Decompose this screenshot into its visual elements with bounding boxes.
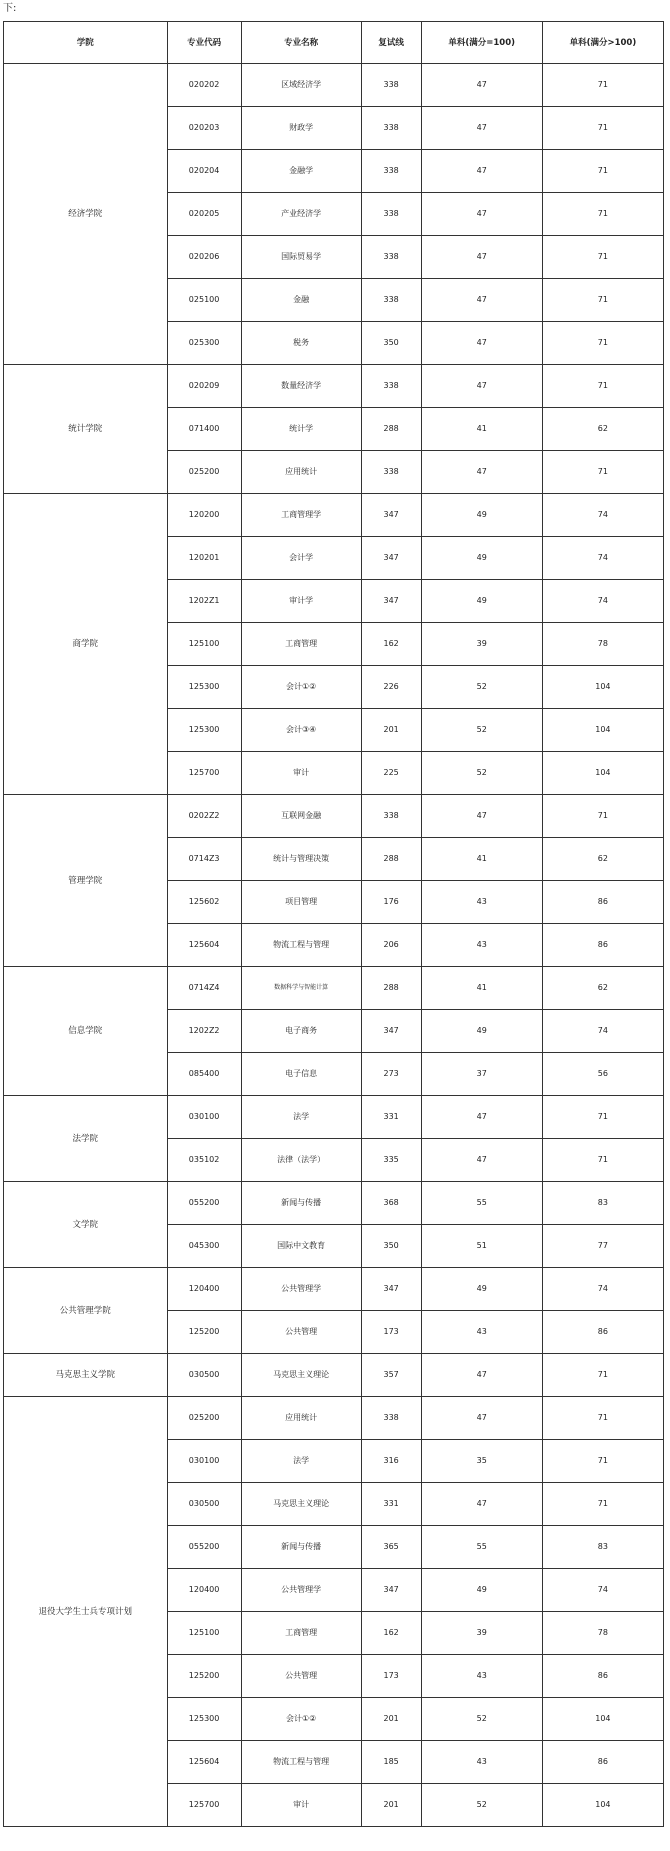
retest-line-cell: 185	[361, 1741, 421, 1784]
single-100-cell: 52	[421, 1698, 542, 1741]
retest-line-cell: 347	[361, 1569, 421, 1612]
major-name-cell: 工商管理	[241, 623, 361, 666]
single-100-cell: 55	[421, 1526, 542, 1569]
major-code-cell: 0202Z2	[167, 795, 241, 838]
retest-line-cell: 201	[361, 709, 421, 752]
single-over-100-cell: 74	[542, 580, 663, 623]
single-over-100-cell: 62	[542, 408, 663, 451]
table-header-row	[4, 22, 664, 64]
major-name-cell: 新闻与传播	[241, 1526, 361, 1569]
college-cell: 信息学院	[4, 967, 168, 1096]
retest-line-cell: 176	[361, 881, 421, 924]
table-row	[4, 795, 664, 838]
major-name-cell: 公共管理学	[241, 1268, 361, 1311]
header-single-100: 单科(满分=100)	[421, 22, 542, 64]
single-over-100-cell: 71	[542, 64, 663, 107]
single-100-cell: 47	[421, 1096, 542, 1139]
major-code-cell: 020206	[167, 236, 241, 279]
major-name-cell: 审计	[241, 1784, 361, 1827]
retest-line-cell: 316	[361, 1440, 421, 1483]
major-code-cell: 025200	[167, 451, 241, 494]
major-code-cell: 020205	[167, 193, 241, 236]
major-name-cell: 公共管理	[241, 1655, 361, 1698]
single-100-cell: 47	[421, 322, 542, 365]
major-code-cell: 030100	[167, 1096, 241, 1139]
retest-line-cell: 338	[361, 193, 421, 236]
major-name-cell: 统计与管理决策	[241, 838, 361, 881]
single-over-100-cell: 71	[542, 1354, 663, 1397]
major-name-cell: 项目管理	[241, 881, 361, 924]
major-code-cell: 085400	[167, 1053, 241, 1096]
single-over-100-cell: 86	[542, 1655, 663, 1698]
single-over-100-cell: 71	[542, 193, 663, 236]
single-100-cell: 43	[421, 1311, 542, 1354]
college-cell: 统计学院	[4, 365, 168, 494]
major-name-cell: 金融	[241, 279, 361, 322]
single-over-100-cell: 71	[542, 1483, 663, 1526]
single-over-100-cell: 86	[542, 924, 663, 967]
single-over-100-cell: 71	[542, 236, 663, 279]
major-code-cell: 125300	[167, 666, 241, 709]
table-body	[4, 64, 664, 1827]
major-code-cell: 020202	[167, 64, 241, 107]
major-code-cell: 030500	[167, 1483, 241, 1526]
single-100-cell: 39	[421, 623, 542, 666]
retest-line-cell: 331	[361, 1483, 421, 1526]
single-over-100-cell: 74	[542, 1268, 663, 1311]
college-cell: 商学院	[4, 494, 168, 795]
college-cell: 公共管理学院	[4, 1268, 168, 1354]
single-over-100-cell: 83	[542, 1526, 663, 1569]
college-cell: 经济学院	[4, 64, 168, 365]
major-name-cell: 马克思主义理论	[241, 1483, 361, 1526]
single-100-cell: 47	[421, 279, 542, 322]
major-name-cell: 审计	[241, 752, 361, 795]
single-100-cell: 43	[421, 1655, 542, 1698]
single-100-cell: 49	[421, 1010, 542, 1053]
table-row	[4, 1268, 664, 1311]
header-retest-line: 复试线	[361, 22, 421, 64]
single-over-100-cell: 78	[542, 1612, 663, 1655]
table-row	[4, 967, 664, 1010]
intro-text: 下:	[3, 3, 17, 14]
major-code-cell: 1202Z2	[167, 1010, 241, 1053]
major-code-cell: 020204	[167, 150, 241, 193]
single-over-100-cell: 71	[542, 322, 663, 365]
major-name-cell: 数据科学与智能计算	[241, 967, 361, 1010]
header-major-name: 专业名称	[241, 22, 361, 64]
single-over-100-cell: 71	[542, 1440, 663, 1483]
major-name-cell: 产业经济学	[241, 193, 361, 236]
single-over-100-cell: 74	[542, 537, 663, 580]
retest-line-cell: 162	[361, 623, 421, 666]
single-100-cell: 47	[421, 236, 542, 279]
major-code-cell: 125300	[167, 709, 241, 752]
table-row	[4, 1096, 664, 1139]
major-code-cell: 125100	[167, 623, 241, 666]
table-row	[4, 1397, 664, 1440]
single-over-100-cell: 104	[542, 752, 663, 795]
single-over-100-cell: 71	[542, 1139, 663, 1182]
retest-line-cell: 365	[361, 1526, 421, 1569]
college-cell: 文学院	[4, 1182, 168, 1268]
single-over-100-cell: 62	[542, 838, 663, 881]
single-over-100-cell: 83	[542, 1182, 663, 1225]
single-over-100-cell: 104	[542, 1698, 663, 1741]
single-100-cell: 55	[421, 1182, 542, 1225]
retest-line-cell: 288	[361, 967, 421, 1010]
table-row	[4, 365, 664, 408]
retest-line-cell: 338	[361, 150, 421, 193]
retest-line-cell: 173	[361, 1655, 421, 1698]
retest-line-cell: 225	[361, 752, 421, 795]
single-over-100-cell: 78	[542, 623, 663, 666]
single-100-cell: 47	[421, 451, 542, 494]
single-over-100-cell: 104	[542, 709, 663, 752]
major-code-cell: 0714Z3	[167, 838, 241, 881]
major-code-cell: 120200	[167, 494, 241, 537]
single-100-cell: 51	[421, 1225, 542, 1268]
retest-line-cell: 338	[361, 107, 421, 150]
retest-line-cell: 338	[361, 1397, 421, 1440]
single-100-cell: 52	[421, 709, 542, 752]
major-name-cell: 法学	[241, 1096, 361, 1139]
single-100-cell: 35	[421, 1440, 542, 1483]
retest-line-cell: 338	[361, 365, 421, 408]
table-row	[4, 1182, 664, 1225]
college-cell: 退役大学生士兵专项计划	[4, 1397, 168, 1827]
single-over-100-cell: 71	[542, 365, 663, 408]
single-100-cell: 52	[421, 666, 542, 709]
major-name-cell: 应用统计	[241, 451, 361, 494]
table-row	[4, 1354, 664, 1397]
single-over-100-cell: 71	[542, 150, 663, 193]
retest-line-cell: 288	[361, 838, 421, 881]
single-over-100-cell: 104	[542, 666, 663, 709]
retest-line-cell: 368	[361, 1182, 421, 1225]
single-over-100-cell: 104	[542, 1784, 663, 1827]
major-code-cell: 120400	[167, 1268, 241, 1311]
retest-line-cell: 226	[361, 666, 421, 709]
retest-line-cell: 173	[361, 1311, 421, 1354]
single-over-100-cell: 74	[542, 1569, 663, 1612]
major-name-cell: 马克思主义理论	[241, 1354, 361, 1397]
single-over-100-cell: 74	[542, 494, 663, 537]
major-name-cell: 法学	[241, 1440, 361, 1483]
major-name-cell: 会计①②	[241, 1698, 361, 1741]
major-code-cell: 035102	[167, 1139, 241, 1182]
retest-line-cell: 162	[361, 1612, 421, 1655]
single-over-100-cell: 86	[542, 881, 663, 924]
major-code-cell: 125700	[167, 752, 241, 795]
retest-line-cell: 331	[361, 1096, 421, 1139]
major-code-cell: 055200	[167, 1526, 241, 1569]
single-over-100-cell: 86	[542, 1311, 663, 1354]
college-cell: 法学院	[4, 1096, 168, 1182]
header-college: 学院	[4, 22, 168, 64]
single-over-100-cell: 71	[542, 795, 663, 838]
retest-line-cell: 201	[361, 1784, 421, 1827]
major-name-cell: 会计③④	[241, 709, 361, 752]
single-100-cell: 43	[421, 881, 542, 924]
retest-line-cell: 347	[361, 1010, 421, 1053]
major-name-cell: 会计①②	[241, 666, 361, 709]
major-name-cell: 审计学	[241, 580, 361, 623]
single-100-cell: 37	[421, 1053, 542, 1096]
single-100-cell: 47	[421, 1397, 542, 1440]
retest-line-cell: 338	[361, 795, 421, 838]
single-over-100-cell: 71	[542, 1397, 663, 1440]
major-code-cell: 120201	[167, 537, 241, 580]
major-code-cell: 0714Z4	[167, 967, 241, 1010]
major-name-cell: 电子商务	[241, 1010, 361, 1053]
single-100-cell: 47	[421, 1139, 542, 1182]
major-name-cell: 工商管理	[241, 1612, 361, 1655]
single-over-100-cell: 71	[542, 107, 663, 150]
major-code-cell: 125300	[167, 1698, 241, 1741]
single-100-cell: 43	[421, 924, 542, 967]
major-code-cell: 125200	[167, 1311, 241, 1354]
major-name-cell: 国际贸易学	[241, 236, 361, 279]
major-code-cell: 125100	[167, 1612, 241, 1655]
major-code-cell: 020209	[167, 365, 241, 408]
major-name-cell: 物流工程与管理	[241, 1741, 361, 1784]
header-major-code: 专业代码	[167, 22, 241, 64]
table-row	[4, 494, 664, 537]
major-name-cell: 国际中文教育	[241, 1225, 361, 1268]
single-over-100-cell: 86	[542, 1741, 663, 1784]
retest-line-cell: 347	[361, 537, 421, 580]
single-100-cell: 49	[421, 1268, 542, 1311]
single-100-cell: 47	[421, 150, 542, 193]
major-name-cell: 会计学	[241, 537, 361, 580]
single-100-cell: 39	[421, 1612, 542, 1655]
retest-line-cell: 350	[361, 322, 421, 365]
single-over-100-cell: 74	[542, 1010, 663, 1053]
retest-line-cell: 347	[361, 580, 421, 623]
retest-line-cell: 201	[361, 1698, 421, 1741]
single-100-cell: 47	[421, 64, 542, 107]
retest-line-cell: 347	[361, 1268, 421, 1311]
major-name-cell: 法律（法学）	[241, 1139, 361, 1182]
retest-line-cell: 338	[361, 451, 421, 494]
single-over-100-cell: 71	[542, 451, 663, 494]
major-code-cell: 125604	[167, 924, 241, 967]
score-table	[3, 21, 664, 1827]
major-name-cell: 工商管理学	[241, 494, 361, 537]
major-name-cell: 新闻与传播	[241, 1182, 361, 1225]
retest-line-cell: 338	[361, 236, 421, 279]
major-code-cell: 071400	[167, 408, 241, 451]
major-code-cell: 020203	[167, 107, 241, 150]
major-code-cell: 055200	[167, 1182, 241, 1225]
retest-line-cell: 288	[361, 408, 421, 451]
major-name-cell: 互联网金融	[241, 795, 361, 838]
major-name-cell: 财政学	[241, 107, 361, 150]
single-over-100-cell: 77	[542, 1225, 663, 1268]
major-code-cell: 125200	[167, 1655, 241, 1698]
single-100-cell: 47	[421, 107, 542, 150]
single-100-cell: 49	[421, 580, 542, 623]
single-100-cell: 47	[421, 795, 542, 838]
single-100-cell: 41	[421, 838, 542, 881]
major-name-cell: 税务	[241, 322, 361, 365]
major-code-cell: 1202Z1	[167, 580, 241, 623]
single-100-cell: 47	[421, 1483, 542, 1526]
single-over-100-cell: 62	[542, 967, 663, 1010]
single-100-cell: 47	[421, 1354, 542, 1397]
single-100-cell: 47	[421, 193, 542, 236]
single-100-cell: 49	[421, 1569, 542, 1612]
major-name-cell: 应用统计	[241, 1397, 361, 1440]
major-name-cell: 区域经济学	[241, 64, 361, 107]
college-cell: 管理学院	[4, 795, 168, 967]
single-over-100-cell: 71	[542, 1096, 663, 1139]
major-name-cell: 公共管理	[241, 1311, 361, 1354]
retest-line-cell: 350	[361, 1225, 421, 1268]
single-over-100-cell: 71	[542, 279, 663, 322]
retest-line-cell: 273	[361, 1053, 421, 1096]
major-name-cell: 统计学	[241, 408, 361, 451]
single-100-cell: 49	[421, 537, 542, 580]
retest-line-cell: 335	[361, 1139, 421, 1182]
major-name-cell: 物流工程与管理	[241, 924, 361, 967]
single-100-cell: 49	[421, 494, 542, 537]
single-100-cell: 52	[421, 1784, 542, 1827]
major-name-cell: 电子信息	[241, 1053, 361, 1096]
retest-line-cell: 206	[361, 924, 421, 967]
major-name-cell: 公共管理学	[241, 1569, 361, 1612]
major-name-cell: 金融学	[241, 150, 361, 193]
single-100-cell: 43	[421, 1741, 542, 1784]
single-100-cell: 41	[421, 408, 542, 451]
college-cell: 马克思主义学院	[4, 1354, 168, 1397]
major-code-cell: 025100	[167, 279, 241, 322]
major-code-cell: 120400	[167, 1569, 241, 1612]
retest-line-cell: 357	[361, 1354, 421, 1397]
single-100-cell: 52	[421, 752, 542, 795]
major-name-cell: 数量经济学	[241, 365, 361, 408]
single-100-cell: 47	[421, 365, 542, 408]
single-over-100-cell: 56	[542, 1053, 663, 1096]
single-100-cell: 41	[421, 967, 542, 1010]
major-code-cell: 030500	[167, 1354, 241, 1397]
major-code-cell: 030100	[167, 1440, 241, 1483]
major-code-cell: 025300	[167, 322, 241, 365]
major-code-cell: 045300	[167, 1225, 241, 1268]
header-single-over-100: 单科(满分>100)	[542, 22, 663, 64]
retest-line-cell: 338	[361, 64, 421, 107]
major-code-cell: 025200	[167, 1397, 241, 1440]
retest-line-cell: 347	[361, 494, 421, 537]
major-code-cell: 125604	[167, 1741, 241, 1784]
major-code-cell: 125602	[167, 881, 241, 924]
table-row	[4, 64, 664, 107]
retest-line-cell: 338	[361, 279, 421, 322]
major-code-cell: 125700	[167, 1784, 241, 1827]
